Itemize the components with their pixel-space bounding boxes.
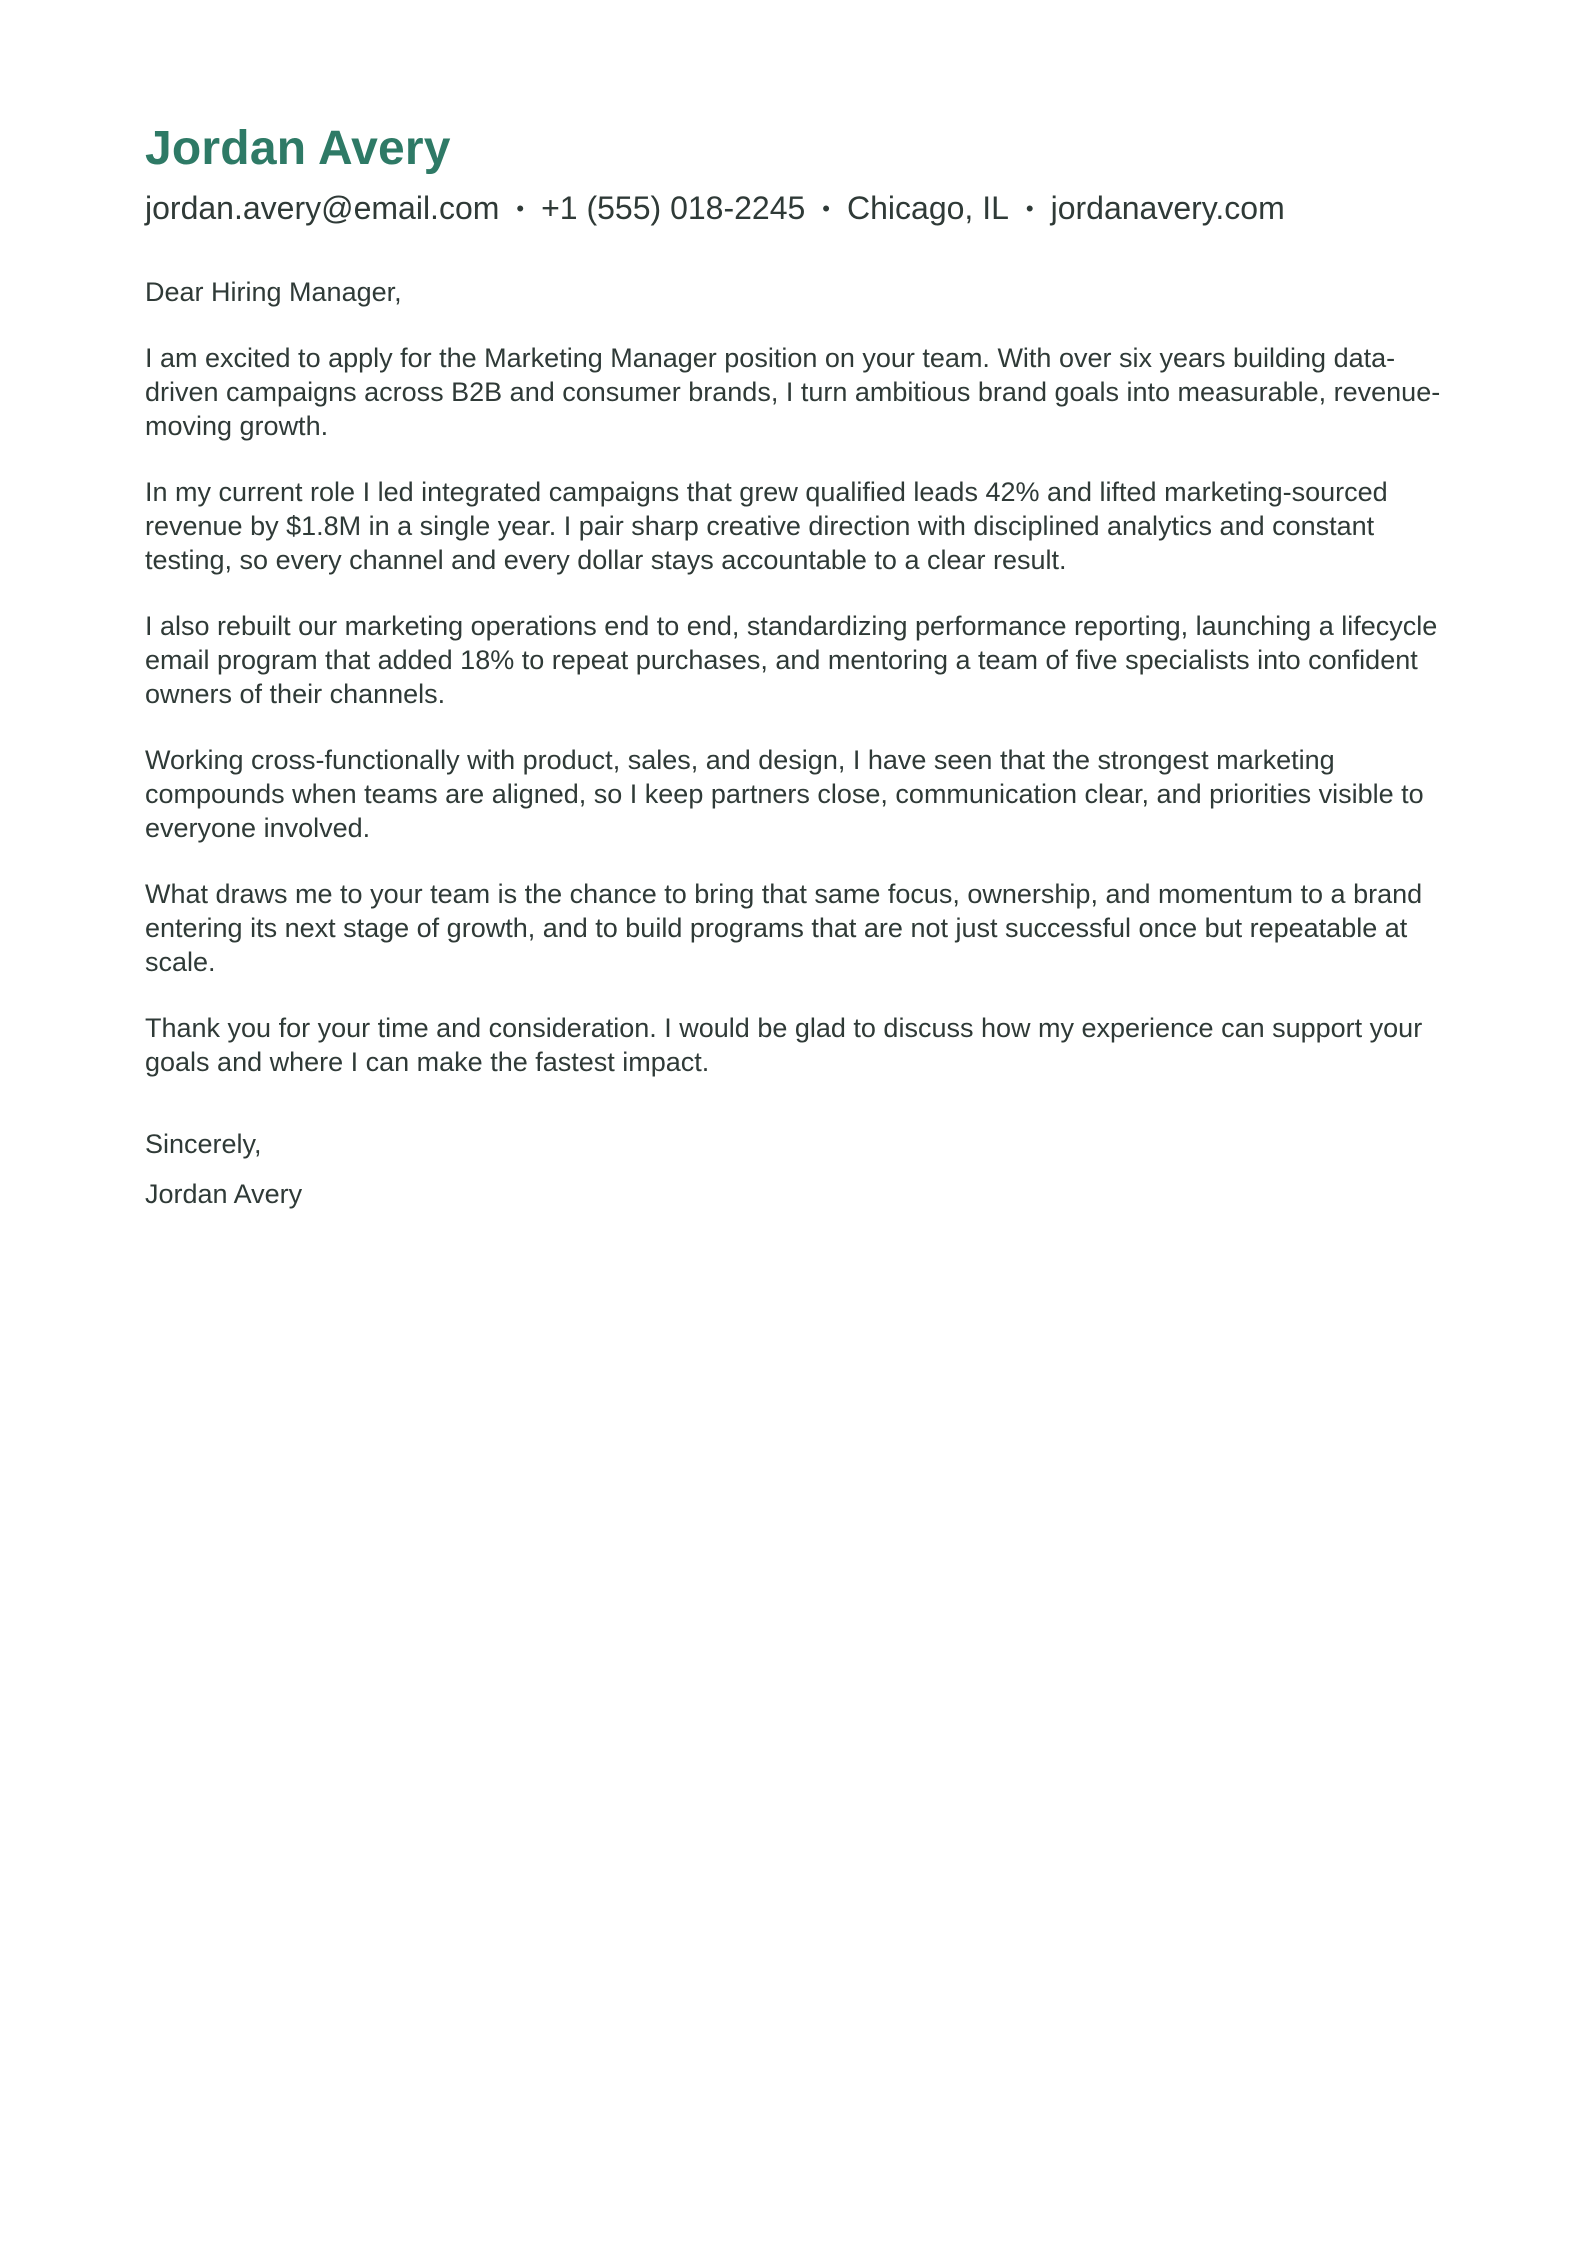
phone-text: +1 (555) 018-2245 <box>541 190 806 226</box>
separator-dot: • <box>1025 196 1034 221</box>
letter-signoff <box>145 1127 1455 1211</box>
separator-dot: • <box>822 196 830 221</box>
body-paragraph-1: I am excited to apply for the Marketing Manager position on your team. With over six years building data-driven campaigns across B2B and consumer brands, I turn ambitious brand goals into measurable, revenue-moving growth. <box>145 343 1441 441</box>
contact-line <box>145 188 1455 229</box>
website-text: jordanavery.com <box>1050 190 1285 226</box>
signature-name: Jordan Avery <box>145 1179 303 1209</box>
cover-letter <box>145 118 1455 1211</box>
applicant-name: Jordan Avery <box>145 122 451 175</box>
body-paragraph-2: In my current role I led integrated campaigns that grew qualified leads 42% and lifted marketing-sourced revenue by $1.8M in a single year. I pair sharp creative direction with disciplined analytics and constant testing, so every channel and every dollar stays accountable to a clear result. <box>145 477 1388 575</box>
letter-header <box>145 118 1455 229</box>
location-text: Chicago, IL <box>847 190 1009 226</box>
body-paragraph-4: Working cross-functionally with product, sales, and design, I have seen that the strongest marketing compounds when teams are aligned, so I keep partners close, communication clear, and priorities visible to everyone involved. <box>145 745 1424 843</box>
body-paragraph-3: I also rebuilt our marketing operations end to end, standardizing performance reporting, launching a lifecycle email program that added 18% to repeat purchases, and mentoring a team of five specialists into confident owners of their channels. <box>145 611 1438 709</box>
letter-body <box>145 275 1455 1079</box>
separator-dot: • <box>516 196 525 221</box>
salutation: Dear Hiring Manager, <box>145 277 402 307</box>
email-text: jordan.avery@email.com <box>145 190 500 226</box>
body-paragraph-6: Thank you for your time and consideration. I would be glad to discuss how my experience can support your goals and where I can make the fastest impact. <box>145 1013 1423 1077</box>
closing-text: Sincerely, <box>145 1129 262 1159</box>
body-paragraph-5: What draws me to your team is the chance to bring that same focus, ownership, and momentum to a brand entering its next stage of growth, and to build programs that are not just successful once but repeatable at scale. <box>145 879 1423 977</box>
